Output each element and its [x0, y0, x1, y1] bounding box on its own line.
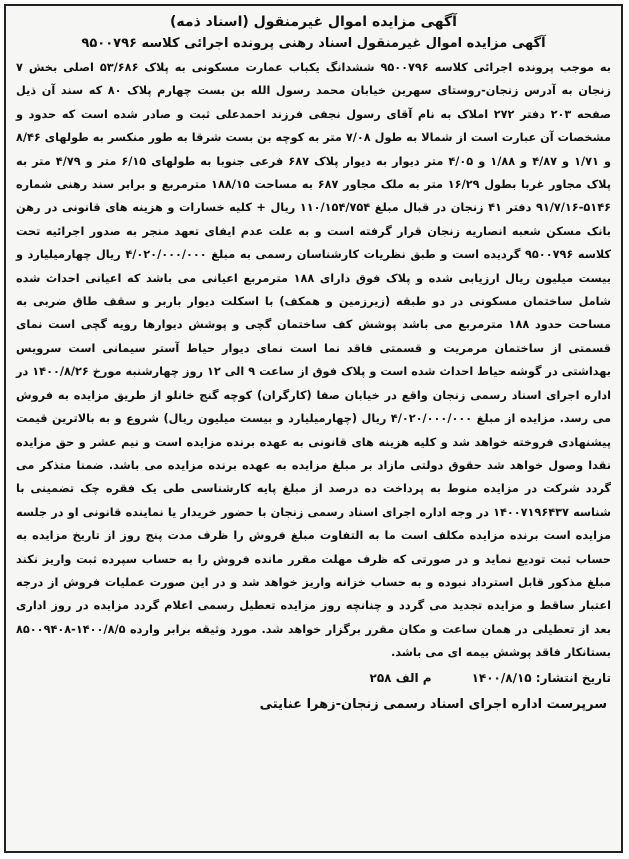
notice-body: به موجب پرونده اجرائی کلاسه ۹۵۰۰۷۹۶ ششدانگ یکباب عمارت مسکونی به پلاک ۵۳/۶۸۶ اصلی بخش ۷ زنجان به آدرس زنجان-روستای سهرین خیابان محمد رسول الله بن بست چهارم پلاک ۸۰ که سند آن ذیل صفحه ۲۰۳ دفتر ۲۷۲ املاک به نام آقای رسول نجفی فرزند احمدعلی ثبت و صادر شده است که حدود و مشخصات آن عبارت است از شمالا به طول ۷/۰۸ متر به کوچه بن بست شرقا به طور منکسر به طولهای ۸/۴۶ و ۱/۷۱ و ۴/۸۷ و ۱/۸۸ و ۴/۰۵ متر دیوار به دیوار پلاک ۶۸۷ فرعی جنوبا به طولهای ۶/۱۵ متر و ۴/۷۹ متر به پلاک مجاور غربا بطول ۱۶/۲۹ متر به ملک مجاور ۶۸۷ به مساحت ۱۸۸/۱۵ مترمربع و برابر سند رهنی شماره ۵۱۴۶-۹۱/۷/۱۶ دفتر ۴۱ زنجان در قبال مبلغ ۱۱۰/۱۵۴/۷۵۴ ریال + کلیه خسارات و هزینه های قانونی در رهن بانک مسکن شعبه انصاریه زنجان قرار گرفته است و به علت عدم ایفای تعهد منجر به صدور اجرائیه تحت کلاسه ۹۵۰۰۷۹۶ گردیده است و طبق نظریات کارشناسان رسمی به مبلغ ۴/۰۲۰/۰۰۰/۰۰۰ ریال چهارمیلیارد و بیست میلیون ریال ارزیابی شده و پلاک فوق دارای ۱۸۸ مترمربع اعیانی می باشد که اعیانی احداث شده شامل ساختمان مسکونی در دو طبقه (زیرزمین و همکف) با اسکلت دیوار باربر و سقف طاق ضربی به مساحت حدود ۱۸۸ مترمربع می باشد پوشش کف ساختمان گچی و پوشش دیوارها رویه گچی است نمای قسمتی از ساختمان مرمریت و قسمتی فاقد نما است نمای دیوار حیاط آستر سیمانی است سرویس بهداشتی در گوشه حیاط احداث شده است و پلاک فوق از ساعت ۹ الی ۱۲ روز چهارشنبه مورخ ۱۴۰۰/۸/۲۶ در اداره اجرای اسناد رسمی زنجان واقع در خیابان صفا (کارگران) کوچه گنج خانلو از طریق مزایده به فروش می رسد. مزایده از مبلغ ۴/۰۲۰/۰۰۰/۰۰۰ ریال (چهارمیلیارد و بیست میلیون ریال) شروع و به بالاترین قیمت پیشنهادی فروخته خواهد شد و کلیه هزینه های قانونی به عهده برنده مزایده است و نیم عشر و حق مزایده نقدا وصول خواهد شد حقوق دولتی مازاد بر مبلغ مزایده به عهده برنده مزایده می باشد. ضمنا متذکر می گردد شرکت در مزایده منوط به پرداخت ده درصد از مبلغ پایه کارشناسی طی یک فقره چک تضمینی با شناسه ۱۴۰۰۷۱۹۶۴۳۷ در وجه اداره اجرای اسناد رسمی زنجان با حضور خریدار یا نماینده قانونی او در جلسه مزایده است برنده مزایده مکلف است ما به التفاوت مبلغ فروش را ظرف مدت پنج روز از تاریخ مزایده به حساب ثبت تودیع نماید و در صورتی که ظرف مهلت مقرر مانده فروش را به حساب سپرده ثبت واریز نکند مبلغ مذکور قابل استرداد نبوده و به حساب خزانه واریز خواهد شد و در این صورت عملیات فروش از درجه اعتبار ساقط و مزایده تجدید می گردد و چنانچه روز مزایده تعطیل رسمی اعلام گردد مزایده در روز اداری بعد از تعطیلی در همان ساعت و مکان مقرر برگزار خواهد شد. مورد وثیقه برابر وارده ۱۴۰۰/۸/۵-۸۵۰۰۹۴۰۸ بستانکار فاقد پوشش بیمه ای می باشد.	[16, 61, 612, 660]
notice-meta	[16, 667, 611, 689]
auction-notice	[4, 4, 623, 853]
notice-subtitle: آگهی مزایده اموال غیرمنقول اسناد رهنی پرونده اجرائی کلاسه ۹۵۰۰۷۹۶	[81, 36, 546, 51]
notice-title: آگهی مزایده اموال غیرمنقول (اسناد ذمه)	[170, 14, 457, 30]
reference-code: م الف ۲۵۸	[369, 670, 432, 685]
signature-line: سرپرست اداره اجرای اسناد رسمی زنجان-زهرا عنایتی	[259, 696, 607, 712]
publish-date: تاریخ انتشار: ۱۴۰۰/۸/۱۵	[471, 670, 611, 685]
